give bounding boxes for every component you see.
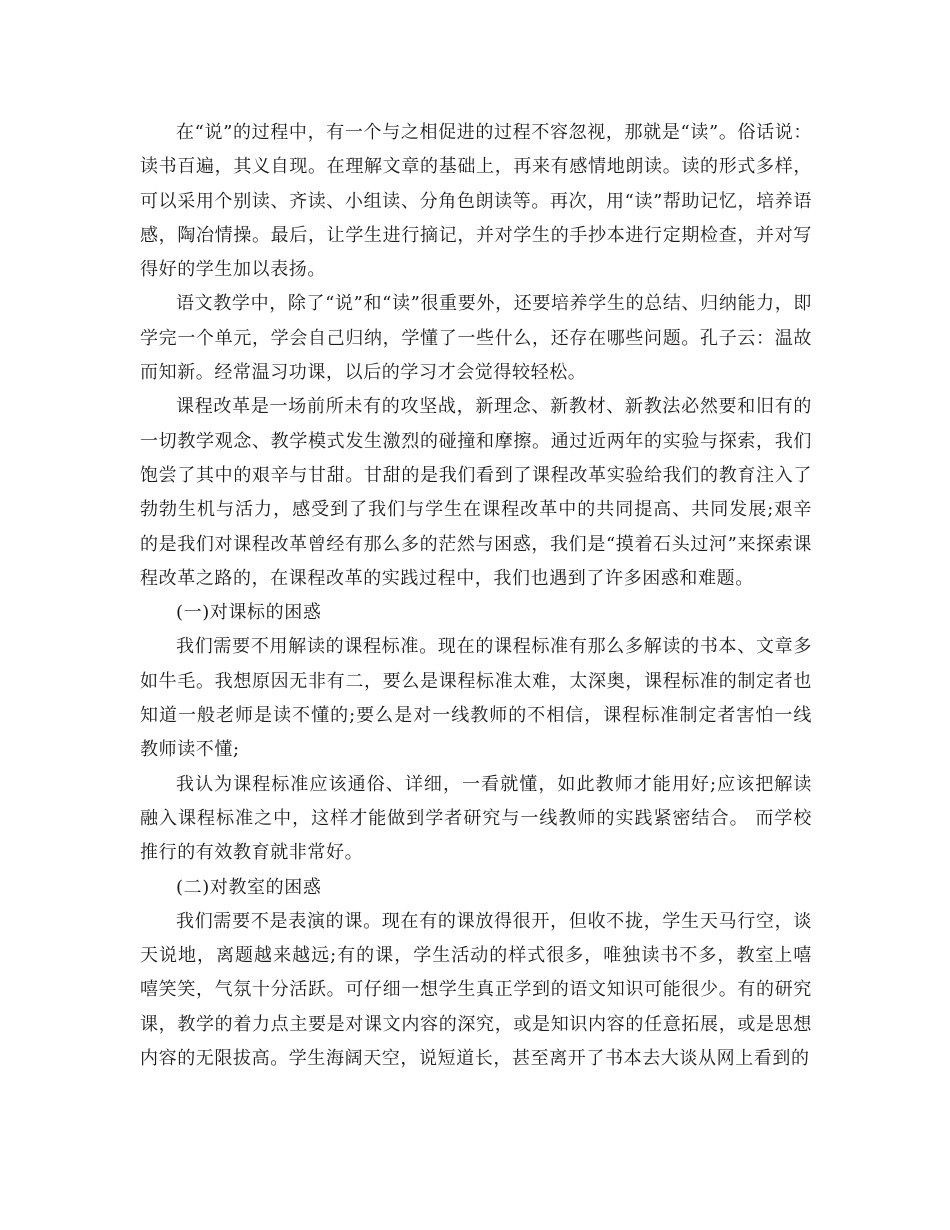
section-heading-curriculum-standard: (一)对课标的困惑 [176, 602, 322, 624]
paragraph-standard-opinion: 我认为课程标准应该通俗、详细，一看就懂，如此教师才能用好;应该把解读融入课程标准之中，这样才能做到学者研究与一线教师的实践紧密结合。 而学校推行的有效教育就非常好。 [140, 773, 812, 864]
paragraph-summarizing: 语文教学中，除了“说”和“读”很重要外，还要培养学生的总结、归纳能力，即学完一个单元，学会自己归纳，学懂了一些什么，还存在哪些问题。孔子云：温故而知新。经常温习功课，以后的学习才会觉得较轻松。 [140, 293, 812, 384]
paragraph-standard-interpretation: 我们需要不用解读的课程标准。现在的课程标准有那么多解读的书本、文章多如牛毛。我想原因无非有二，要么是课程标准太难，太深奥，课程标准的制定者也知道一般老师是读不懂的;要么是对一线教师的不相信，课程标准制定者害怕一线教师读不懂; [140, 636, 812, 761]
document-body [140, 116, 812, 1076]
paragraph-curriculum-reform: 课程改革是一场前所未有的攻坚战，新理念、新教材、新教法必然要和旧有的一切教学观念、教学模式发生激烈的碰撞和摩擦。通过近两年的实验与探索，我们饱尝了其中的艰辛与甘甜。甘甜的是我们看到了课程改革实验给我们的教育注入了勃勃生机与活力，感受到了我们与学生在课程改革中的共同提高、共同发展;艰辛的是我们对课程改革曾经有那么多的茫然与困惑，我们是“摸着石头过河”来探索课程改革之路的，在课程改革的实践过程中，我们也遇到了许多困惑和难题。 [140, 396, 812, 589]
section-heading-classroom: (二)对教室的困惑 [176, 876, 322, 898]
paragraph-reading: 在“说”的过程中，有一个与之相促进的过程不容忽视，那就是“读”。俗话说：读书百遍，其义自现。在理解文章的基础上，再来有感情地朗读。读的形式多样，可以采用个别读、齐读、小组读、分角色朗读等。再次，用“读”帮助记忆，培养语感，陶冶情操。最后，让学生进行摘记，并对学生的手抄本进行定期检查，并对写得好的学生加以表扬。 [140, 122, 812, 281]
paragraph-classroom-performance: 我们需要不是表演的课。现在有的课放得很开，但收不拢，学生天马行空，谈天说地，离题越来越远;有的课，学生活动的样式很多，唯独读书不多，教室上嘻嘻笑笑，气氛十分活跃。可仔细一想学生真正学到的语文知识可能很少。有的研究课，教学的着力点主要是对课文内容的深究，或是知识内容的任意拓展，或是思想内容的无限拔高。学生海阔天空，说短道长，甚至离开了书本去大谈从网上看到的 [140, 910, 812, 1070]
